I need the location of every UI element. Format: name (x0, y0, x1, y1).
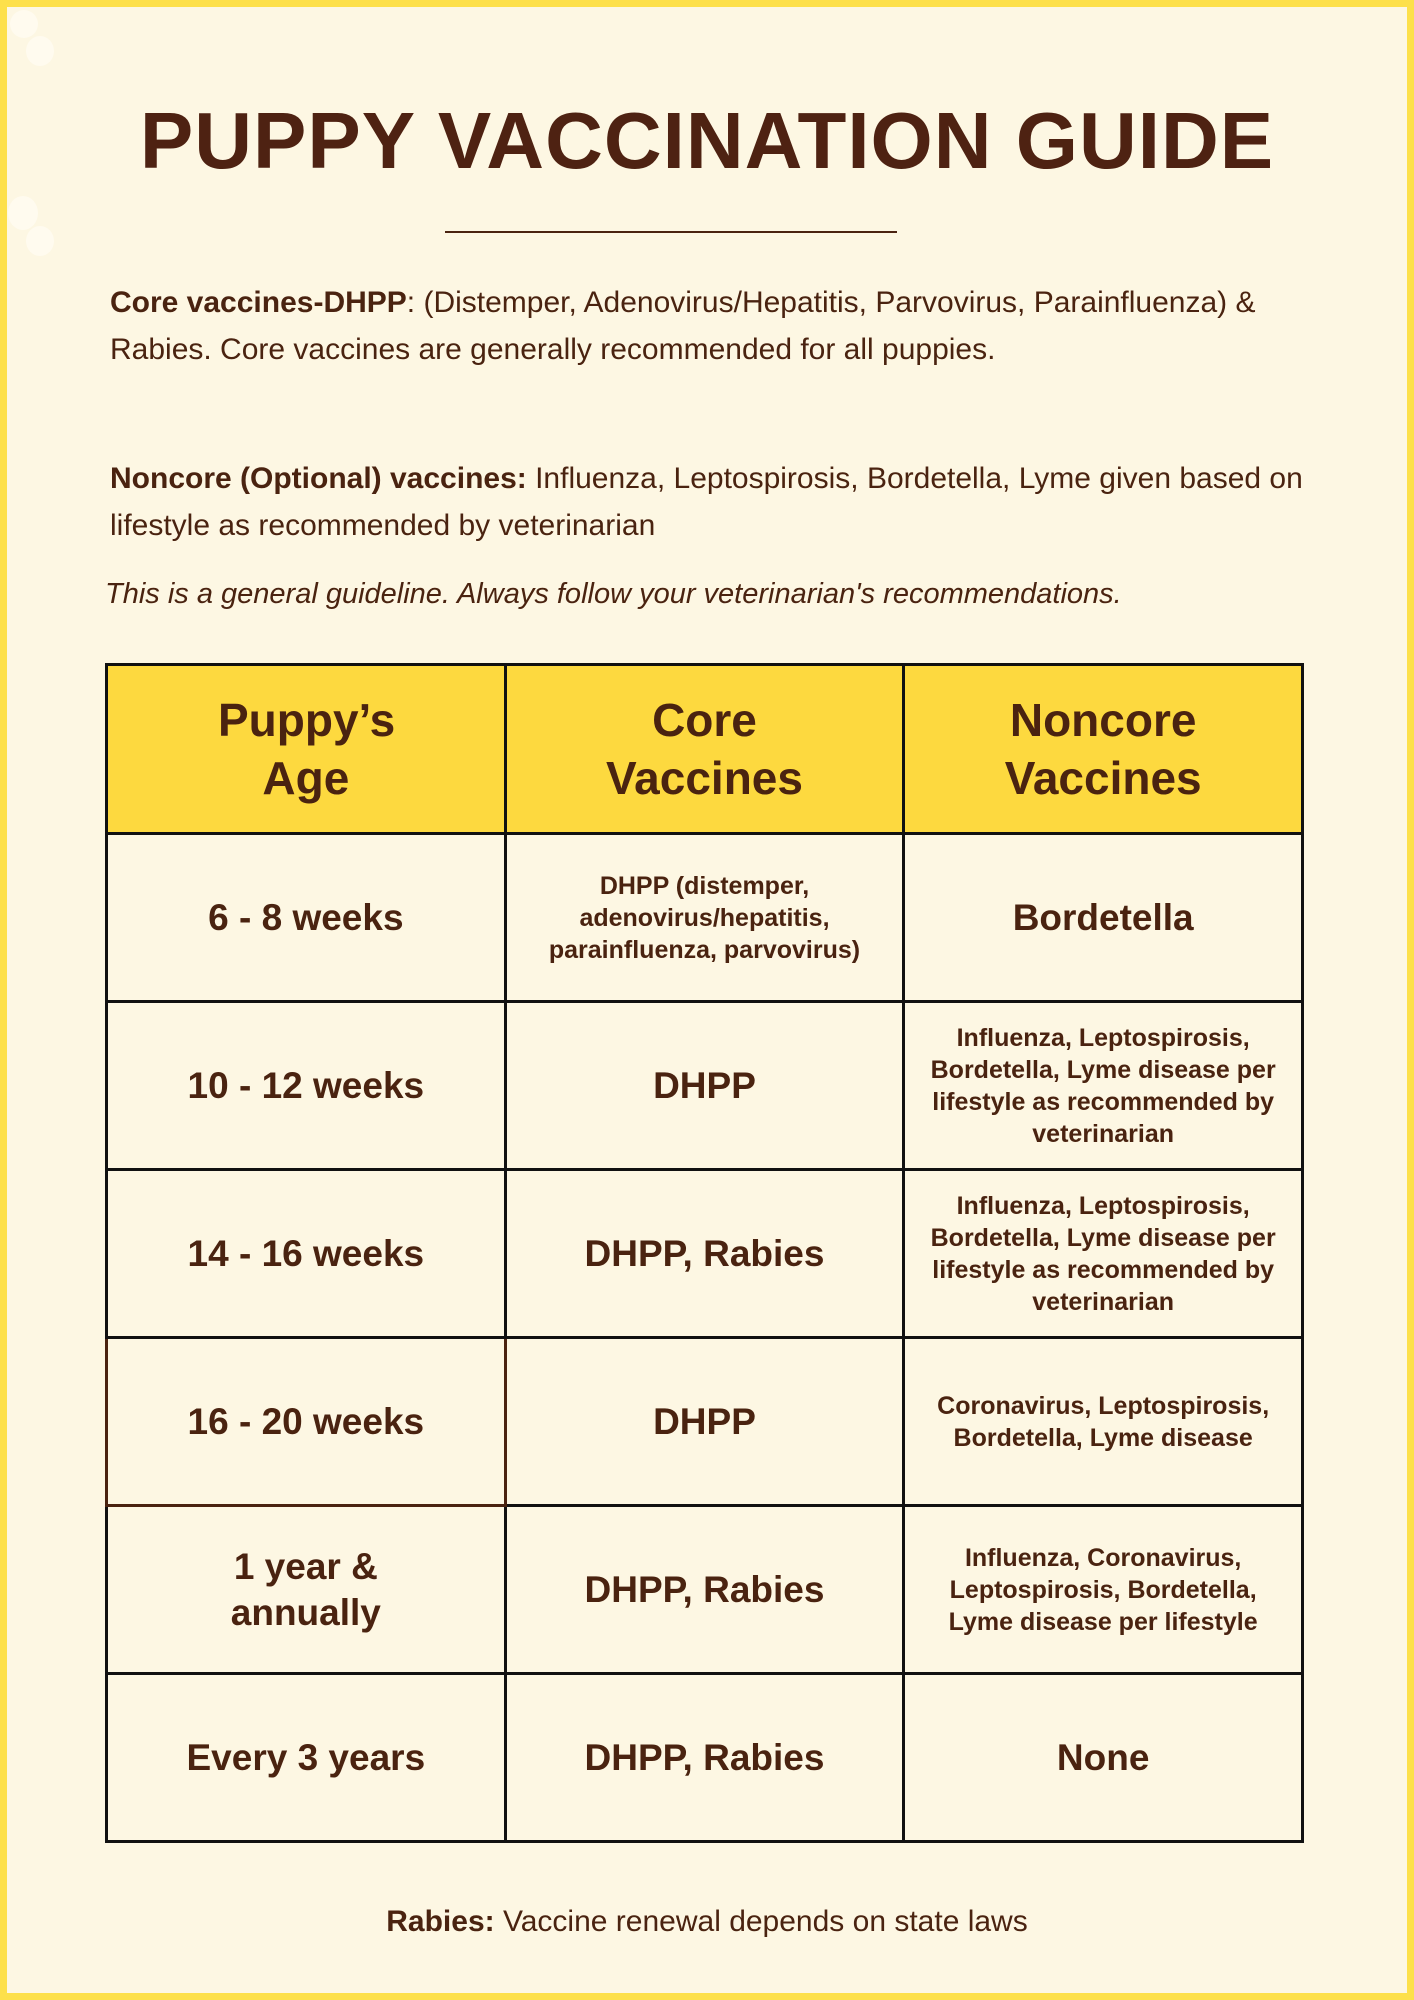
noncore-cell: Influenza, Coronavirus, Leptospirosis, Bordetella, Lyme disease per lifestyle (904, 1506, 1303, 1674)
core-cell: DHPP (505, 1002, 904, 1170)
age-cell: Every 3 years (107, 1674, 506, 1842)
table-row (107, 1170, 1303, 1338)
core-cell: DHPP, Rabies (505, 1170, 904, 1338)
paw-print-decoration (8, 196, 38, 230)
core-intro-label: Core vaccines-DHPP (110, 286, 407, 319)
core-cell: DHPP, Rabies (505, 1674, 904, 1842)
noncore-intro-label: Noncore (Optional) vaccines: (110, 462, 527, 495)
header-age: Puppy’s Age (107, 665, 506, 834)
paw-print-decoration (10, 10, 38, 38)
page-title: PUPPY VACCINATION GUIDE (139, 96, 1275, 185)
noncore-cell: None (904, 1674, 1303, 1842)
noncore-cell: Influenza, Leptospirosis, Bordetella, Lyme disease per lifestyle as recommended by veterinarian (904, 1002, 1303, 1170)
core-cell: DHPP (505, 1338, 904, 1506)
vaccination-table (105, 663, 1304, 1843)
core-intro-text: : (Distemper, Adenovirus/Hepatitis, Parvovirus, Parainfluenza) & Rabies. Core vaccines are generally recommended for all puppies. (110, 286, 1256, 366)
header-noncore: Noncore Vaccines (904, 665, 1303, 834)
footer-text: Vaccine renewal depends on state laws (494, 1905, 1028, 1938)
footer-note (0, 1905, 1414, 1939)
title-divider (445, 231, 897, 233)
noncore-cell: Coronavirus, Leptospirosis, Bordetella, Lyme disease (904, 1338, 1303, 1506)
age-cell: 1 year & annually (107, 1506, 506, 1674)
core-cell: DHPP, Rabies (505, 1506, 904, 1674)
age-cell: 14 - 16 weeks (107, 1170, 506, 1338)
table-row (107, 1002, 1303, 1170)
age-cell: 6 - 8 weeks (107, 834, 506, 1002)
footer-label: Rabies: (386, 1905, 495, 1938)
core-cell: DHPP (distemper, adenovirus/hepatitis, parainfluenza, parvovirus) (505, 834, 904, 1002)
noncore-cell: Bordetella (904, 834, 1303, 1002)
table-row (107, 1338, 1303, 1506)
table-row (107, 1674, 1303, 1842)
noncore-intro-text: Influenza, Leptospirosis, Bordetella, Lyme given based on lifestyle as recommended by veterinarian (110, 462, 1303, 542)
paw-print-decoration (26, 226, 54, 256)
core-intro (110, 279, 1310, 373)
disclaimer: This is a general guideline. Always follow your veterinarian's recommendations. (105, 578, 1122, 610)
table-row (107, 1506, 1303, 1674)
noncore-intro (110, 455, 1310, 549)
paw-print-decoration (26, 36, 54, 66)
header-core: Core Vaccines (505, 665, 904, 834)
age-cell: 16 - 20 weeks (107, 1338, 506, 1506)
noncore-cell: Influenza, Leptospirosis, Bordetella, Lyme disease per lifestyle as recommended by veterinarian (904, 1170, 1303, 1338)
table-row (107, 834, 1303, 1002)
age-cell: 10 - 12 weeks (107, 1002, 506, 1170)
